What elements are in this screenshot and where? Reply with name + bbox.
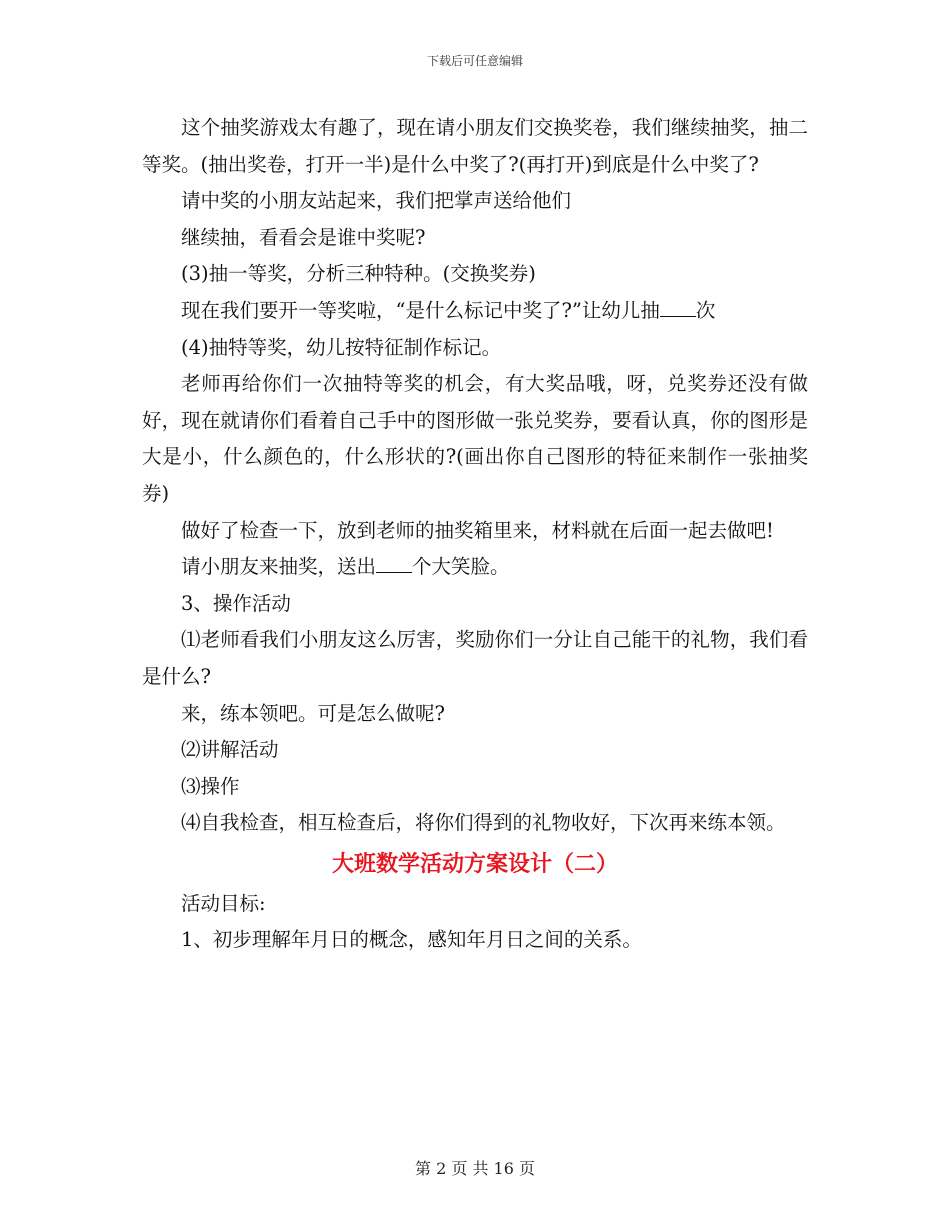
paragraph-text: 现在我们要开一等奖啦，“是什么标记中奖了?”让幼儿抽 xyxy=(181,298,660,322)
section-title: 大班数学活动方案设计（二） xyxy=(331,850,618,877)
paragraph-with-blank xyxy=(142,549,808,586)
paragraph: (4)抽特等奖，幼儿按特征制作标记。 xyxy=(181,335,502,359)
paragraph: ⑶操作 xyxy=(181,774,240,798)
fill-blank xyxy=(660,296,696,317)
paragraph-text: 个大笑脸。 xyxy=(412,555,510,579)
paragraph: 这个抽奖游戏太有趣了，现在请小朋友们交换奖卷，我们继续抽奖，抽二等奖。(抽出奖卷，打开一半)是什么中奖了?(再打开)到底是什么中奖了? xyxy=(142,116,808,176)
page-footer: 第 2 页 共 16 页 xyxy=(415,1159,535,1178)
paragraph: 继续抽，看看会是谁中奖呢? xyxy=(181,225,426,249)
paragraph: 请中奖的小朋友站起来，我们把掌声送给他们 xyxy=(181,189,572,213)
paragraph-with-blank xyxy=(142,293,808,330)
paragraph: 来，练本领吧。可是怎么做呢? xyxy=(181,701,445,725)
document-body xyxy=(142,110,808,959)
paragraph: 3、操作活动 xyxy=(181,591,291,615)
page-header: 下载后可任意编辑 xyxy=(426,54,523,68)
paragraph: ⑴老师看我们小朋友这么厉害，奖励你们一分让自己能干的礼物，我们看是什么? xyxy=(142,628,808,688)
paragraph-text: 次 xyxy=(695,298,716,322)
paragraph-text: 请小朋友来抽奖，送出 xyxy=(181,555,377,579)
paragraph: 老师再给你们一次抽特等奖的机会，有大奖品哦，呀，兑奖券还没有做好，现在就请你们看着自己手中的图形做一张兑奖券，要看认真，你的图形是大是小，什么颜色的，什么形状的?(画出你自己图形的特征来制作一张抽奖券) xyxy=(142,372,808,505)
fill-blank xyxy=(376,553,412,574)
paragraph: 做好了检查一下，放到老师的抽奖箱里来，材料就在后面一起去做吧! xyxy=(181,518,774,542)
paragraph: 活动目标: xyxy=(181,891,266,915)
paragraph: ⑷自我检查，相互检查后，将你们得到的礼物收好，下次再来练本领。 xyxy=(181,811,786,835)
paragraph: ⑵讲解活动 xyxy=(181,738,279,762)
paragraph: 1、初步理解年月日的概念，感知年月日之间的关系。 xyxy=(181,928,642,952)
paragraph: (3)抽一等奖，分析三种特种。(交换奖券) xyxy=(181,262,536,286)
